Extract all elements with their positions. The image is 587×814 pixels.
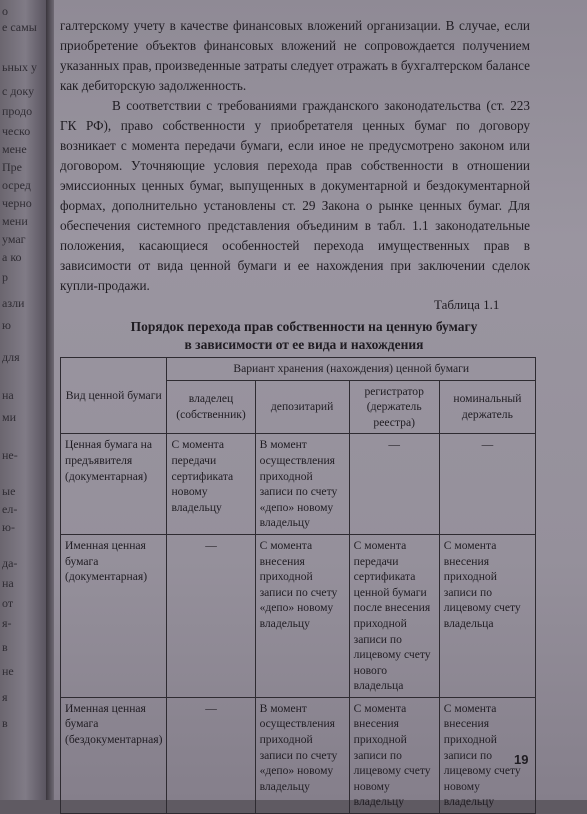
- left-page-fragment: ел-: [2, 502, 18, 516]
- header-type: Вид ценной бумаги: [61, 358, 167, 434]
- left-page-fragment: ьных у: [2, 60, 37, 74]
- left-page-fragment: с доку: [2, 84, 35, 98]
- paragraph: В соответствии с требованиями гражданского законодательства (ст. 223 ГК РФ), право собственности у приобретателя ценных бумаг по договору возникает с момента передачи бумаги, если иное не предусмотрено законом или договором. Уточняющие условия перехода прав собственности в отношении эмиссионных ценных бумаг, выпущенных в документарной и бездокументарной формах, дополнительно установлены ст. 29 Закона о рынке ценных бумаг. Для обеспечения системного представления объединим в табл. 1.1 законодательные положения, касающиеся особенностей перехода имущественных прав в зависимости от вида ценной бумаги и ее нахождения при заключении сделок купли-продажи.: [60, 98, 530, 293]
- left-page-fragment: умаг: [2, 232, 26, 246]
- table-title-line: Порядок перехода прав собственности на ценную бумагу: [130, 319, 478, 334]
- table-title-line: в зависимости от ее вида и нахождения: [184, 337, 424, 352]
- left-page-fragment: продо: [2, 104, 33, 118]
- table-row: [61, 434, 536, 535]
- left-page-fragment: в: [2, 716, 8, 730]
- cell-nominee: С момента внесения приходной записи по лицевому счету новому владельцу: [439, 697, 535, 813]
- left-page-fragment: не: [2, 664, 14, 678]
- cell-owner: С момента передачи сертификата новому владельцу: [167, 434, 255, 535]
- cell-nominee: С момента внесения приходной записи по лицевому счету владельца: [439, 534, 535, 697]
- ownership-table: [60, 357, 536, 814]
- left-page-fragment: я-: [2, 616, 12, 630]
- cell-depository: В момент осуществления приходной записи по счету «депо» новому владельцу: [255, 697, 349, 813]
- left-page-fragment: на: [2, 388, 14, 402]
- left-page-fragment: р: [2, 270, 8, 284]
- header-depository: депозитарий: [255, 380, 349, 434]
- left-page-fragment: на: [2, 576, 14, 590]
- cell-depository: С момента внесения приходной записи по счету «депо» новому владельцу: [255, 534, 349, 697]
- left-page-fragment: ческо: [2, 124, 31, 138]
- body-text: [60, 16, 530, 296]
- cell-nominee: —: [439, 434, 535, 535]
- left-page-fragment: мене: [2, 142, 27, 156]
- left-page-fragment: Пре: [2, 160, 22, 174]
- cell-registrar: С момента внесения приходной записи по лицевому счету новому владельцу: [349, 697, 439, 813]
- left-page-fragment: от: [2, 596, 14, 610]
- left-page-fragment: ми: [2, 410, 17, 424]
- table-row: [61, 697, 536, 813]
- cell-depository: В момент осуществления приходной записи по счету «депо» новому владельцу: [255, 434, 349, 535]
- left-page-fragment: а ко: [2, 250, 22, 264]
- cell-type: Именная ценная бумага (документарная): [61, 534, 167, 697]
- page-number: 19: [514, 752, 529, 767]
- cell-type: Ценная бумага на предъявителя (документарная): [61, 434, 167, 535]
- cell-owner: —: [167, 534, 255, 697]
- left-page-fragment: черно: [2, 196, 32, 210]
- left-page-fragment: в: [2, 640, 8, 654]
- left-page-fragment: не-: [2, 448, 18, 462]
- book-spine: [46, 0, 54, 800]
- left-page-fragment: е самы: [2, 20, 37, 34]
- table-label: Таблица 1.1: [434, 297, 500, 312]
- cell-type: Именная ценная бумага (бездокументарная): [61, 697, 167, 813]
- table-title: [74, 318, 534, 354]
- table-row: [61, 534, 536, 697]
- left-page-fragment: о: [2, 4, 8, 18]
- left-page-fragment: ые: [2, 484, 16, 498]
- book-page: [54, 0, 587, 809]
- header-registrar: регистратор (держатель реестра): [349, 380, 439, 434]
- left-page-edge: [0, 0, 46, 800]
- left-page-fragment: ю: [2, 318, 11, 332]
- cell-registrar: —: [349, 434, 439, 535]
- left-page-fragment: осред: [2, 178, 31, 192]
- left-page-fragment: мени: [2, 214, 28, 228]
- left-page-fragment: для: [2, 350, 20, 364]
- cell-owner: —: [167, 697, 255, 813]
- header-nominee: номинальный держатель: [439, 380, 535, 434]
- left-page-fragment: ю-: [2, 520, 15, 534]
- header-group: Вариант хранения (нахождения) ценной бумаги: [167, 358, 536, 381]
- left-page-fragment: азли: [2, 296, 25, 310]
- paragraph: галтерскому учету в качестве финансовых вложений организации. В случае, если приобретение объектов финансовых вложений не сопровождается получением указанных прав, произведенные затраты следует отражать в бухгалтерском балансе как дебиторскую задолженность.: [60, 18, 530, 93]
- header-owner: владелец (собственник): [167, 380, 255, 434]
- table-header-row: [61, 358, 536, 381]
- left-page-fragment: да-: [2, 556, 18, 570]
- cell-registrar: С момента передачи сертификата ценной бумаги после внесения приходной записи по лицевому счету нового владельца: [349, 534, 439, 697]
- left-page-fragment: я: [2, 690, 8, 704]
